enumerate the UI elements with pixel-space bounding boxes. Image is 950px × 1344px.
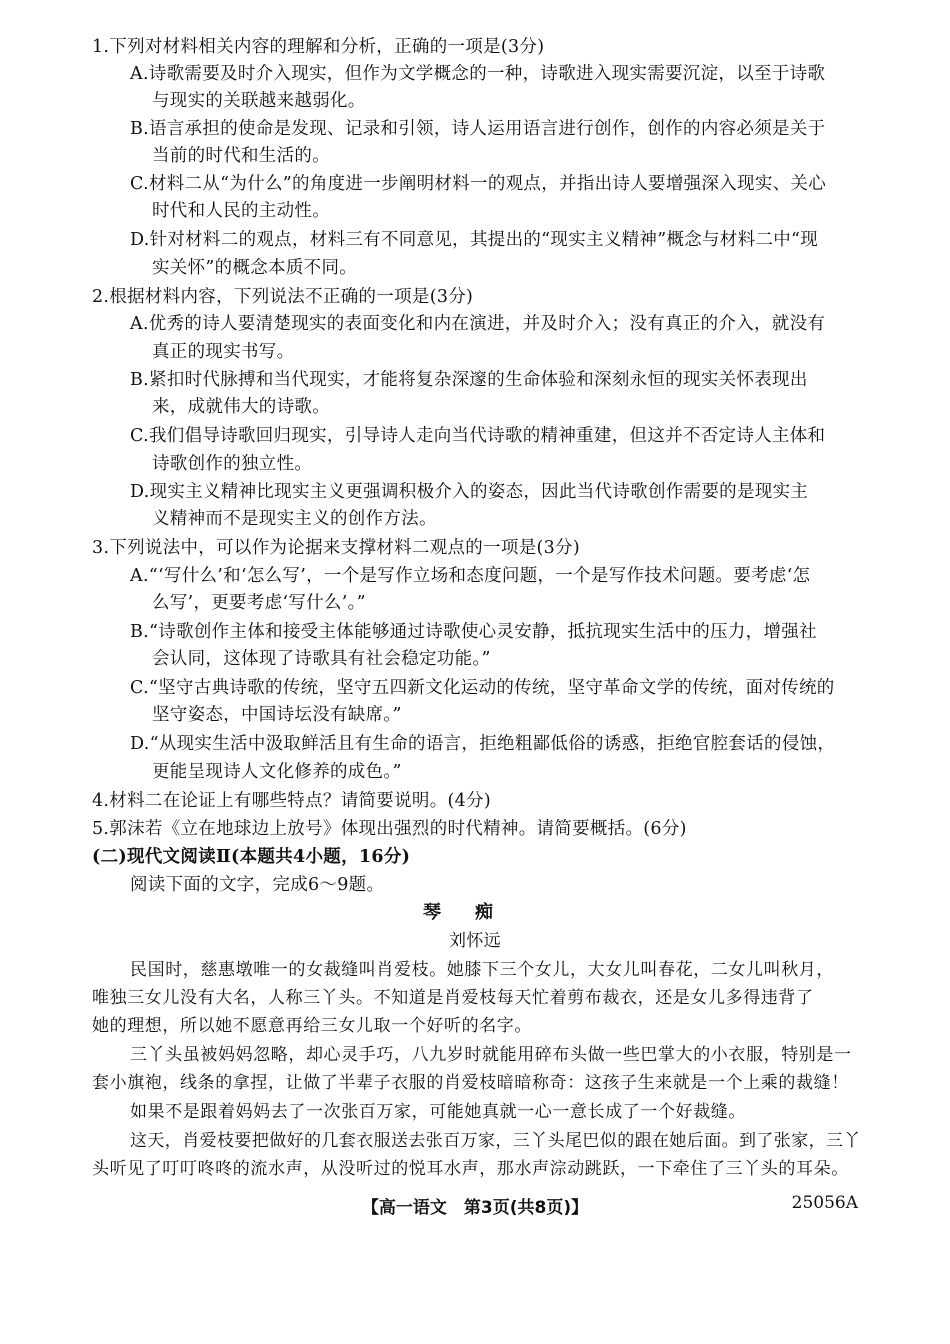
q4-stem: 4.材料二在论证上有哪些特点？请简要说明。(4分)	[92, 791, 491, 811]
q2-option-c-line1: C.我们倡导诗歌回归现实，引导诗人走向当代诗歌的精神重建，但这并不否定诗人主体和	[130, 426, 826, 446]
q2-stem: 2.根据材料内容，下列说法不正确的一项是(3分)	[92, 287, 474, 307]
q3-option-c-line1: C.“坚守古典诗歌的传统，坚守五四新文化运动的传统，坚守革命文学的传统，面对传统的	[130, 678, 835, 698]
q3-option-c-line2: 坚守姿态，中国诗坛没有缺席。”	[152, 705, 402, 725]
q2-option-d-line2: 义精神而不是现实主义的创作方法。	[152, 509, 437, 529]
q2-option-b-line1: B.紧扣时代脉搏和当代现实，才能将复杂深邃的生命体验和深刻永恒的现实关怀表现出	[130, 370, 808, 390]
story-para4-line1: 这天，肖爱枝要把做好的几套衣服送去张百万家，三丫头尾巴似的跟在她后面。到了张家，三丫	[130, 1131, 861, 1151]
q2-option-b-line2: 来，成就伟大的诗歌。	[152, 397, 330, 417]
footer-page-info: 【高一语文 第3页(共8页)】	[361, 1198, 589, 1218]
q1-option-a-line2: 与现实的关联越来越弱化。	[152, 91, 366, 111]
q3-option-b-line1: B.“诗歌创作主体和接受主体能够通过诗歌使心灵安静，抵抗现实生活中的压力，增强社	[130, 622, 817, 642]
story-author: 刘怀远	[449, 931, 501, 951]
story-para1-line3: 她的理想，所以她不愿意再给三女儿取一个好听的名字。	[92, 1016, 532, 1036]
q5-stem: 5.郭沫若《立在地球边上放号》体现出强烈的时代精神。请简要概括。(6分)	[92, 819, 687, 839]
story-para2-line1: 三丫头虽被妈妈忽略，却心灵手巧，八九岁时就能用碎布头做一些巴掌大的小衣服，特别是一	[130, 1045, 852, 1065]
q1-option-d-line1: D.针对材料二的观点，材料三有不同意见，其提出的“现实主义精神”概念与材料二中“现	[130, 230, 819, 250]
q2-option-d-line1: D.现实主义精神比现实主义更强调积极介入的姿态，因此当代诗歌创作需要的是现实主	[130, 482, 809, 502]
q1-option-d-line2: 实关怀”的概念本质不同。	[152, 258, 358, 278]
section-heading: (二)现代文阅读Ⅱ(本题共4小题，16分)	[92, 847, 411, 867]
story-para2-line2: 套小旗袍，线条的拿捏，让做了半辈子衣服的肖爱枝暗暗称奇：这孩子生来就是一个上乘的裁缝！	[92, 1073, 849, 1093]
story-para1-line1: 民国时，慈惠墩唯一的女裁缝叫肖爱枝。她膝下三个女儿，大女儿叫春花，二女儿叫秋月，	[130, 960, 834, 980]
q1-option-c-line2: 时代和人民的主动性。	[152, 201, 330, 221]
q3-stem: 3.下列说法中，可以作为论据来支撑材料二观点的一项是(3分)	[92, 538, 580, 558]
q3-option-b-line2: 会认同，这体现了诗歌具有社会稳定功能。”	[152, 649, 491, 669]
story-para4-line2: 头听见了叮叮咚咚的流水声，从没听过的悦耳水声，那水声淙动跳跃，一下牵住了三丫头的耳朵。	[92, 1159, 849, 1179]
story-title: 琴痴	[423, 902, 527, 923]
q1-option-a-line1: A.诗歌需要及时介入现实，但作为文学概念的一种，诗歌进入现实需要沉淀，以至于诗歌	[130, 64, 826, 84]
page-footer	[0, 1193, 950, 1219]
q2-option-a-line1: A.优秀的诗人要清楚现实的表面变化和内在演进，并及时介入；没有真正的介入，就没有	[130, 314, 826, 334]
q3-option-a-line1: A.“‘写什么’和‘怎么写’，一个是写作立场和态度问题，一个是写作技术问题。要考虑‘怎	[130, 566, 811, 586]
q1-option-c-line1: C.材料二从“为什么”的角度进一步阐明材料一的观点，并指出诗人要增强深入现实、关心	[130, 174, 827, 194]
q2-option-c-line2: 诗歌创作的独立性。	[152, 454, 313, 474]
footer-exam-code: 25056A	[791, 1193, 858, 1213]
q1-option-b-line2: 当前的时代和生活的。	[152, 146, 330, 166]
section-instruction: 阅读下面的文字，完成6～9题。	[130, 875, 385, 895]
q1-option-b-line1: B.语言承担的使命是发现、记录和引领，诗人运用语言进行创作，创作的内容必须是关于	[130, 119, 826, 139]
q3-option-a-line2: 么写’，更要考虑‘写什么’。”	[152, 593, 366, 613]
story-para3-line1: 如果不是跟着妈妈去了一次张百万家，可能她真就一心一意长成了一个好裁缝。	[130, 1102, 746, 1122]
q2-option-a-line2: 真正的现实书写。	[152, 342, 295, 362]
q1-stem: 1.下列对材料相关内容的理解和分析，正确的一项是(3分)	[92, 37, 545, 57]
story-para1-line2: 唯独三女儿没有大名，人称三丫头。不知道是肖爱枝每天忙着剪布裁衣，还是女儿多得违背了	[92, 988, 814, 1008]
q3-option-d-line2: 更能呈现诗人文化修养的成色。”	[152, 762, 402, 782]
q3-option-d-line1: D.“从现实生活中汲取鲜活且有生命的语言，拒绝粗鄙低俗的诱惑，拒绝官腔套话的侵蚀，	[130, 734, 836, 754]
